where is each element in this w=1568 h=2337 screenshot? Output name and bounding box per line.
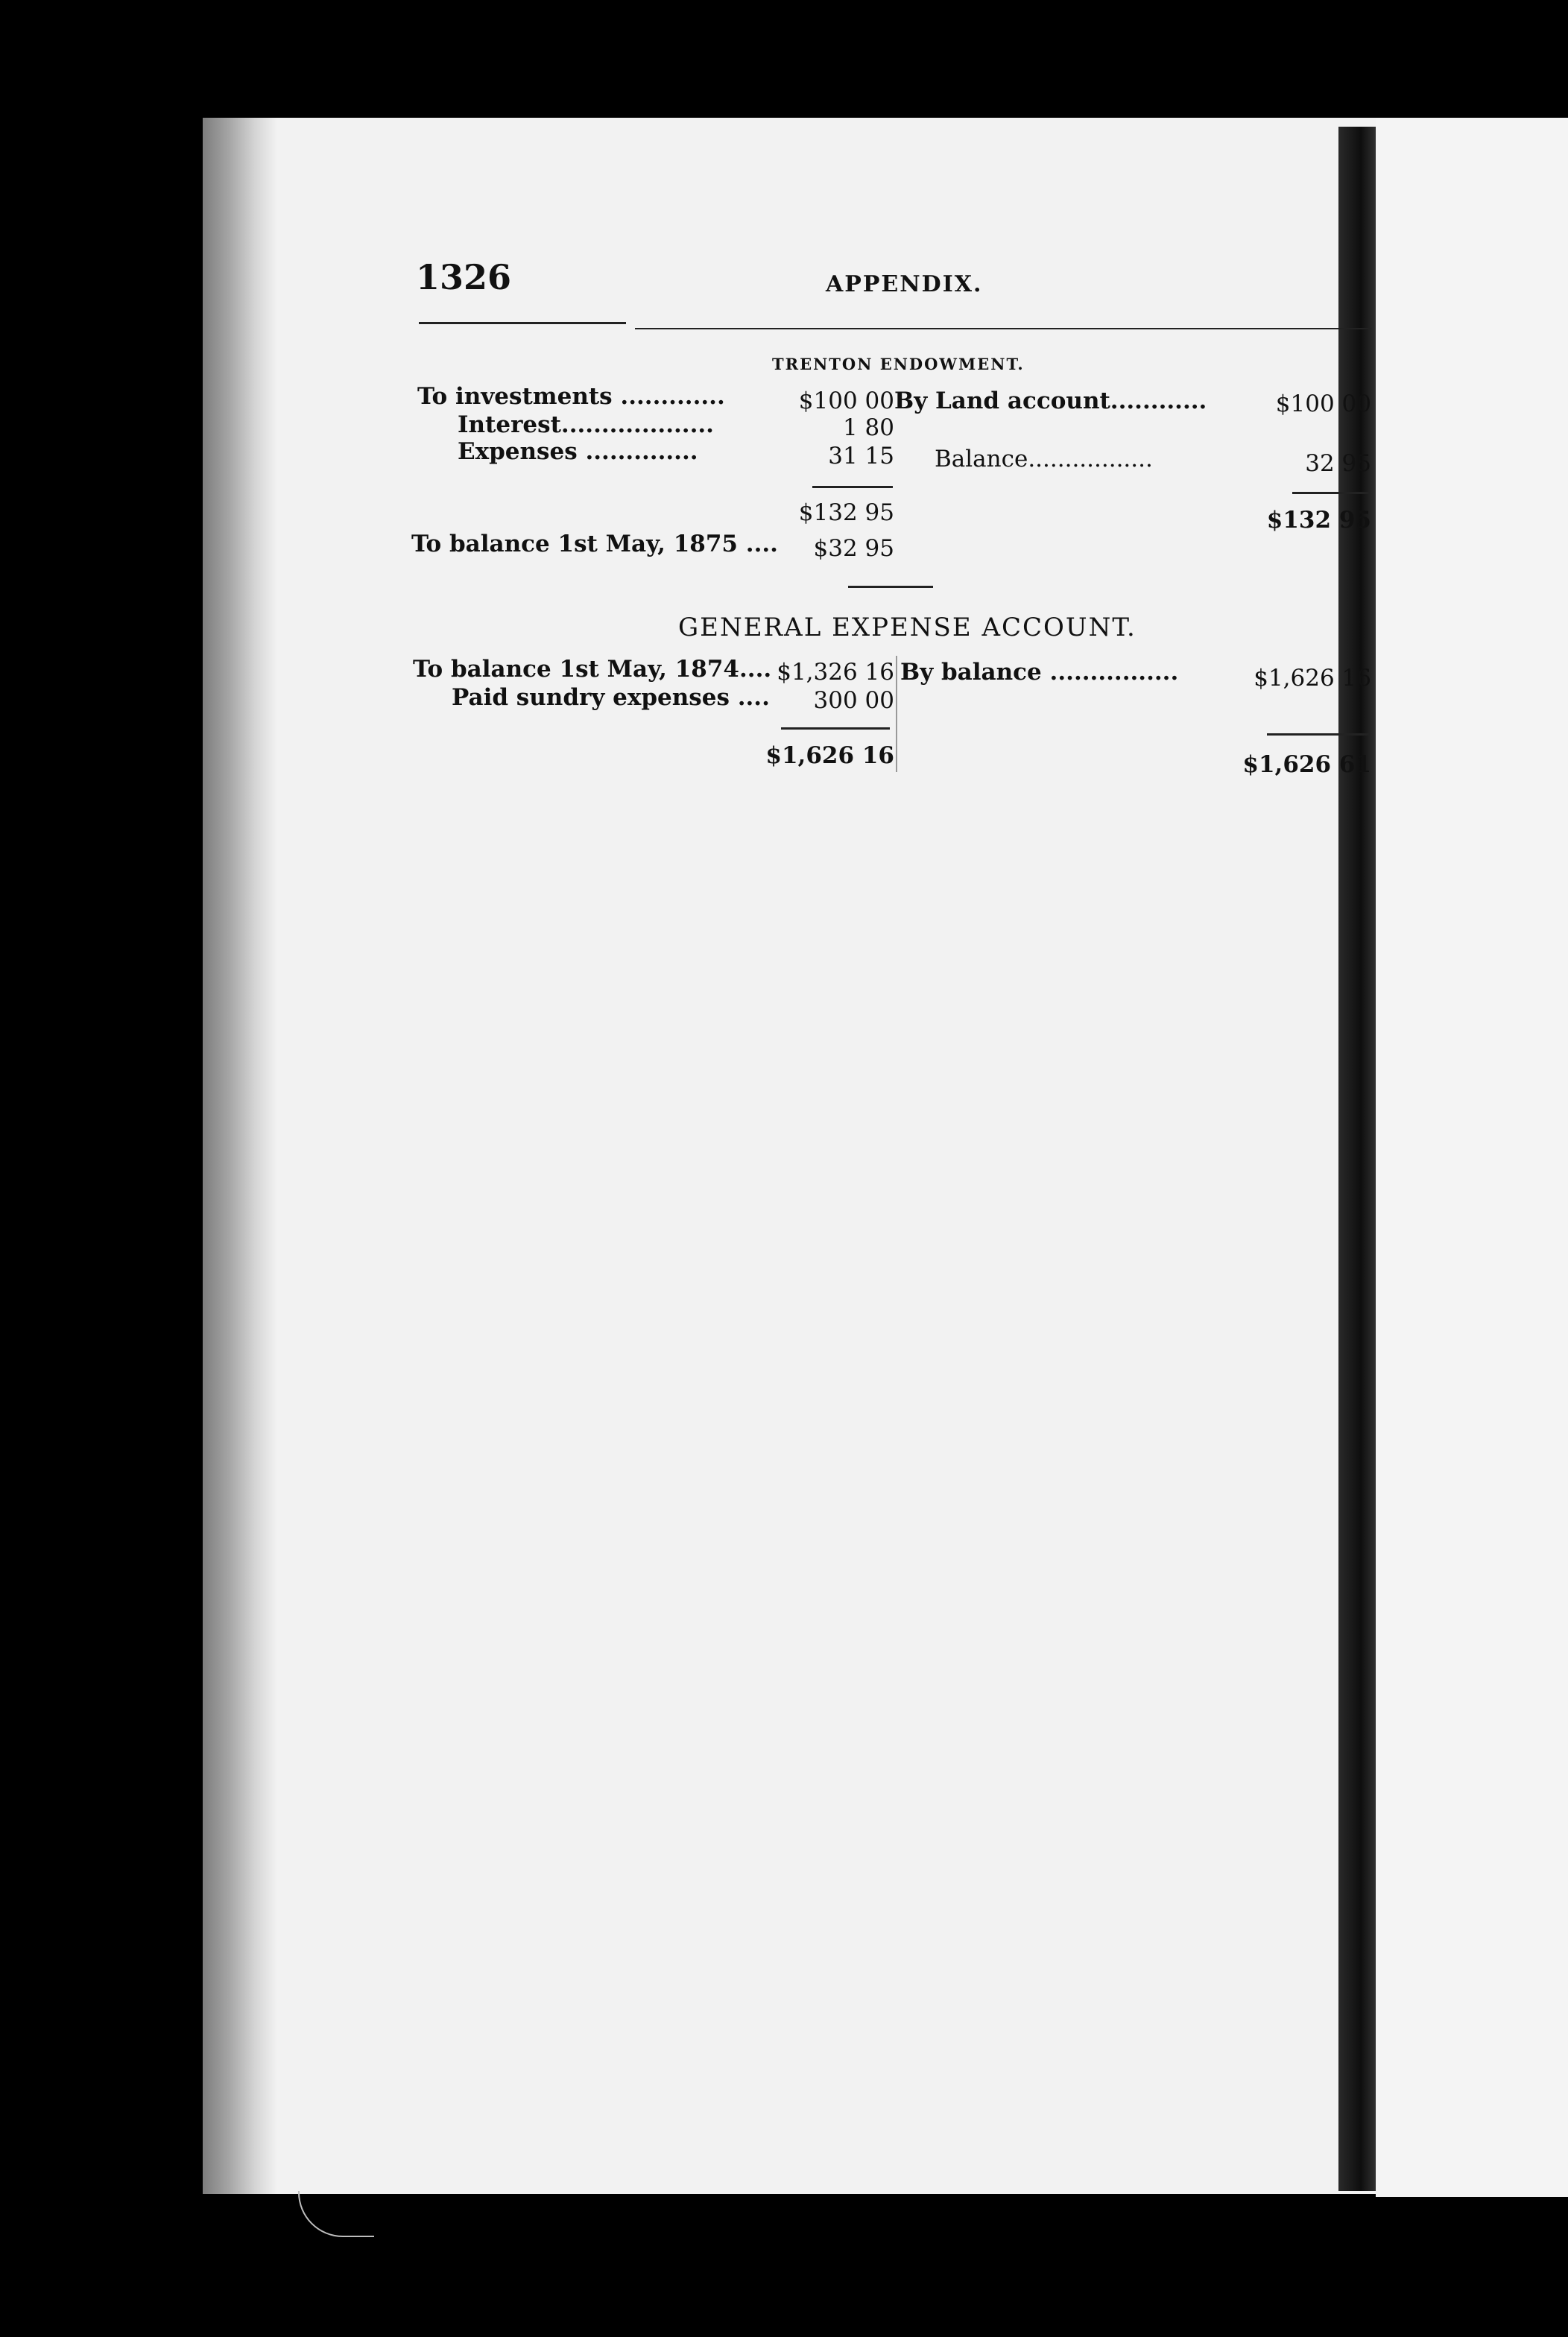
book-gutter [1338,127,1376,2191]
column-divider [896,656,897,772]
debit-label: Expenses .............. [458,438,698,465]
credit-label: Balance................. [935,446,1153,472]
credit-label: By balance ................ [900,659,1179,686]
debit-amount: 1 80 [842,414,894,441]
debit-label: To balance 1st May, 1874.... [413,656,772,683]
credit-total: $1,626 61 [1242,751,1371,778]
page-edge-shadow [203,118,277,2194]
credit-label: By Land account............ [894,388,1207,414]
facing-page [1376,118,1568,2197]
debit-label: Paid sundry expenses .... [452,684,770,711]
debit-label: Interest................... [458,411,714,438]
credit-amount: $100 00 [1275,390,1371,417]
balance-line-label: To balance 1st May, 1875 .... [411,531,778,557]
debit-amount: 300 00 [813,687,894,714]
credit-amount: 32 95 [1305,450,1371,477]
debit-total: $132 95 [798,499,894,526]
credit-total-rule [1267,733,1370,736]
debit-amount: 31 15 [828,443,894,469]
section-separator-rule [848,586,933,588]
page-number: 1326 [416,257,512,297]
credit-amount: $1,626 16 [1254,665,1371,692]
debit-amount: $1,326 16 [777,659,894,686]
running-head: APPENDIX. [826,271,983,297]
header-rule-left [419,322,626,324]
paper-curl [298,2191,374,2237]
credit-total: $132 95 [1266,507,1371,534]
debit-label: To investments ............. [417,383,725,410]
header-rule-right [635,328,1371,329]
general-expense-title: GENERAL EXPENSE ACCOUNT. [678,613,1137,642]
credit-total-rule [1292,492,1370,494]
debit-total-rule [812,486,893,488]
debit-total: $1,626 16 [765,742,894,769]
debit-amount: $100 00 [798,388,894,414]
balance-line-amount: $32 95 [813,535,894,562]
trenton-endowment-title: TRENTON ENDOWMENT. [772,355,1025,373]
debit-total-rule [781,727,890,730]
